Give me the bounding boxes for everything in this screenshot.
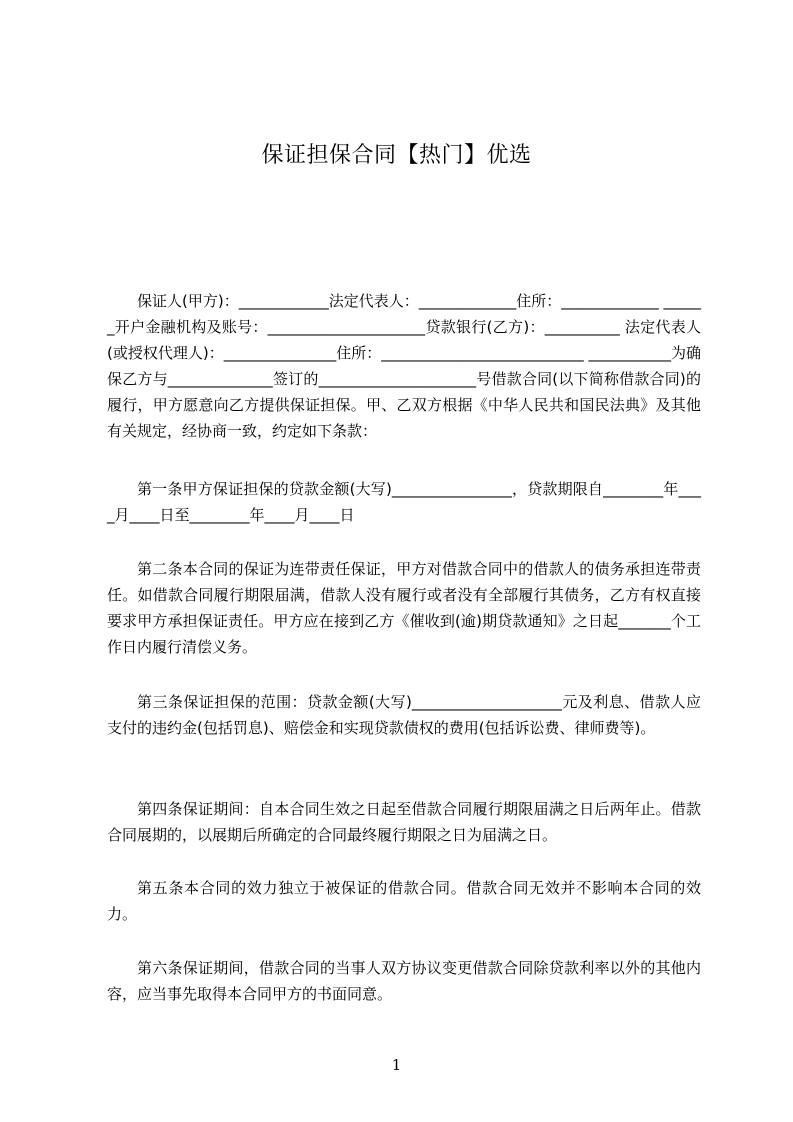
article-6-paragraph [107, 955, 701, 1007]
article-3-paragraph [107, 689, 701, 741]
paragraph-text: 第三条保证担保的范围：贷款金额(大写)____________________元及利息、借款人应支付的违约金(包括罚息)、赔偿金和实现贷款债权的费用(包括诉讼费、律师费等)。 [107, 693, 701, 737]
article-2-paragraph [107, 556, 701, 660]
paragraph-text: 第二条本合同的保证为连带责任保证，甲方对借款合同中的借款人的债务承担连带责任。如借款合同履行期限届满，借款人没有履行或者没有全部履行其债务，乙方有权直接要求甲方承担保证责任。甲方应在接到乙方《催收到(逾)期贷款通知》之日起_______个工作日内履行清偿义务。 [107, 560, 701, 656]
paragraph-text: 第一条甲方保证担保的贷款金额(大写)________________，贷款期限自________年____月____日至________年____月____日 [107, 480, 701, 524]
article-4-paragraph [107, 796, 701, 848]
document-title: 保证担保合同【热门】优选 [261, 143, 532, 168]
paragraph-text: 第四条保证期间：自本合同生效之日起至借款合同履行期限届满之日后两年止。借款合同展期的，以展期后所确定的合同最终履行期限之日为届满之日。 [107, 800, 701, 844]
page-number: 1 [391, 1056, 402, 1074]
paragraph-text: 第六条保证期间，借款合同的当事人双方协议变更借款合同除贷款利率以外的其他内容，应当事先取得本合同甲方的书面同意。 [107, 959, 701, 1003]
paragraph-text: 保证人(甲方)：____________法定代表人：_____________住所：_____________ ______开户金融机构及账号：_____________________贷款银行(乙方)：__________ 法定代表人(或授权代理人)：_______________住所：___________________________ ___________为确保乙方与______________签订的_____________________号借款合同(以下简称借款合同)的履行，甲方愿意向乙方提供保证担保。甲、乙双方根据《中华人民共和国民法典》及其他有关规定，经协商一致，约定如下条款： [107, 292, 701, 440]
paragraph-text: 第五条本合同的效力独立于被保证的借款合同。借款合同无效并不影响本合同的效力。 [107, 879, 701, 923]
preamble-paragraph [107, 288, 701, 444]
article-1-paragraph [107, 476, 701, 528]
article-5-paragraph [107, 875, 701, 927]
